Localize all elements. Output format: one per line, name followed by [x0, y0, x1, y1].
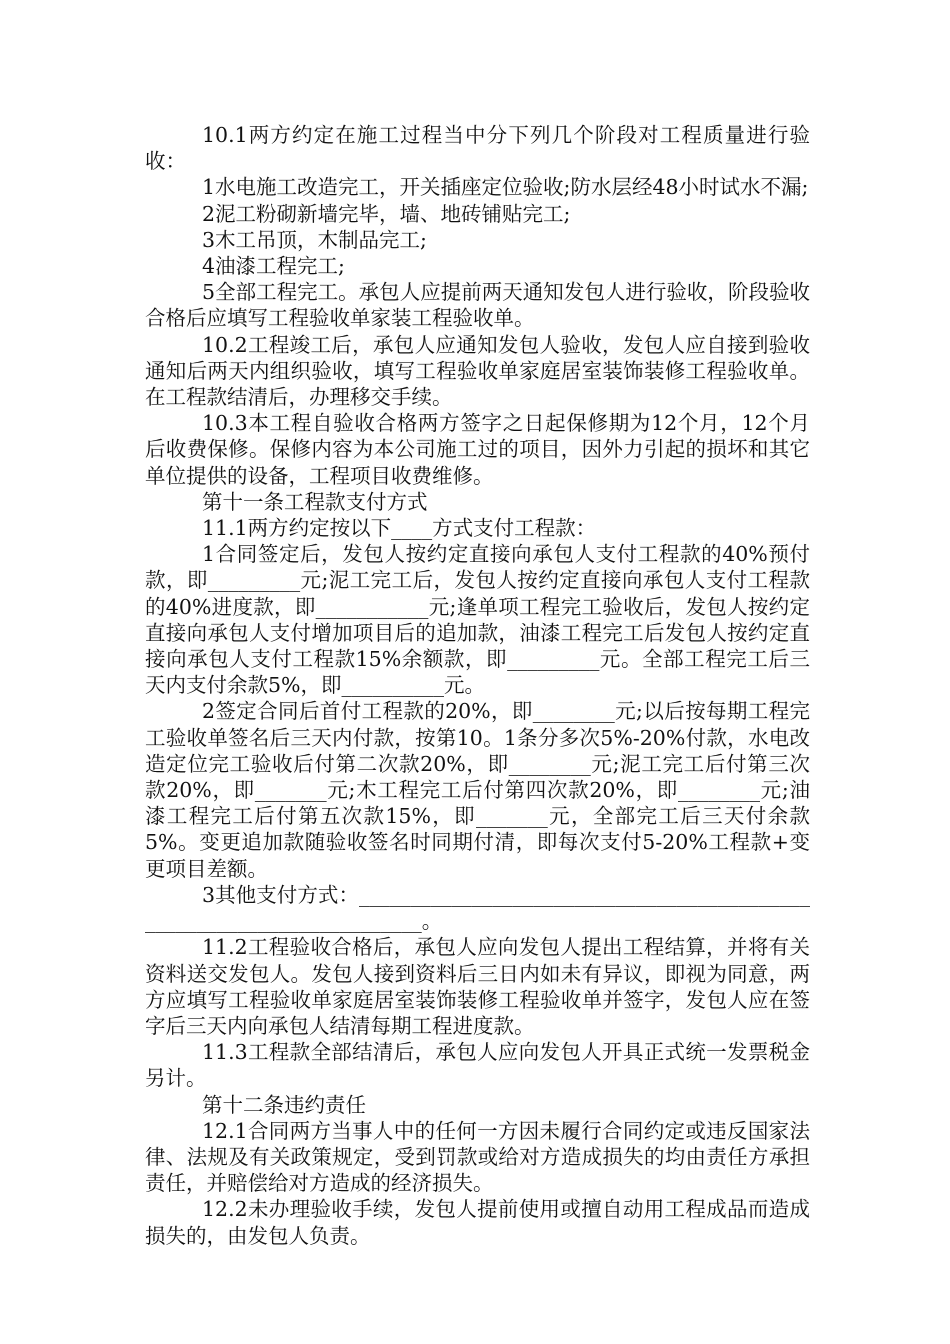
payment-option-3: 3其他支付方式：_______________________________________________________________________。: [145, 882, 810, 934]
clause-10-2: 10.2工程竣工后，承包人应通知发包人验收，发包人应自接到验收通知后两天内组织验收，填写工程验收单家庭居室装饰装修工程验收单。在工程款结清后，办理移交手续。: [145, 332, 810, 410]
stage-5-item: 5全部工程完工。承包人应提前两天通知发包人进行验收，阶段验收合格后应填写工程验收单家装工程验收单。: [145, 280, 810, 331]
clause-11-2: 11.2工程验收合格后，承包人应向发包人提出工程结算，并将有关资料送交发包人。发包人接到资料后三日内如未有异议，即视为同意，两方应填写工程验收单家庭居室装饰装修工程验收单并签字，发包人应在签字后三天内向承包人结清每期工程进度款。: [145, 935, 810, 1038]
article-11-heading: 第十一条工程款支付方式: [202, 489, 428, 514]
document-body: [145, 122, 810, 1249]
stage-2-item: 2泥工粉砌新墙完毕，墙、地砖铺贴完工;: [202, 201, 571, 226]
payment-option-1: 1合同签定后，发包人按约定直接向承包人支付工程款的40%预付款，即_________元;泥工完工后，发包人按约定直接向承包人支付工程款的40%进度款，即___________元;逢单项工程完工验收后，发包人按约定直接向承包人支付增加项目后的追加款，油漆工程完工后发包人按约定直接向承包人支付工程款15%余额款，即_________元。全部工程完工后三天内支付余款5%，即__________元。: [145, 542, 810, 698]
stage-3-item: 3木工吊顶，木制品完工;: [202, 227, 427, 252]
article-12-heading: 第十二条违约责任: [202, 1092, 366, 1117]
stage-1-item: 1水电施工改造完工，开关插座定位验收;防水层经48小时试水不漏;: [202, 175, 809, 200]
clause-10-1: 10.1两方约定在施工过程当中分下列几个阶段对工程质量进行验收：: [145, 123, 810, 174]
clause-12-2: 12.2未办理验收手续，发包人提前使用或擅自动用工程成品而造成损失的，由发包人负责。: [145, 1197, 810, 1248]
clause-10-3: 10.3本工程自验收合格两方签字之日起保修期为12个月，12个月后收费保修。保修内容为本公司施工过的项目，因外力引起的损坏和其它单位提供的设备，工程项目收费维修。: [145, 411, 810, 488]
clause-11-3: 11.3工程款全部结清后，承包人应向发包人开具正式统一发票税金另计。: [145, 1040, 810, 1091]
stage-4-item: 4油漆工程完工;: [202, 254, 345, 279]
clause-11-1: 11.1两方约定按以下____方式支付工程款：: [202, 516, 597, 541]
payment-option-2: 2签定合同后首付工程款的20%，即________元;以后按每期工程完工验收单签名后三天内付款，按第10。1条分多次5%-20%付款，水电改造定位完工验收后付第二次款20%，即________元;泥工完工后付第三次款20%，即_______元;木工程完工后付第四次款20%，即________元;油漆工程完工后付第五次款15%，即_______元，全部完工后三天付余款5%。变更追加款随验收签名时同期付清，即每次支付5-20%工程款+变更项目差额。: [145, 699, 810, 881]
clause-12-1: 12.1合同两方当事人中的任何一方因未履行合同约定或违反国家法律、法规及有关政策规定，受到罚款或给对方造成损失的均由责任方承担责任，并赔偿给对方造成的经济损失。: [145, 1118, 810, 1196]
